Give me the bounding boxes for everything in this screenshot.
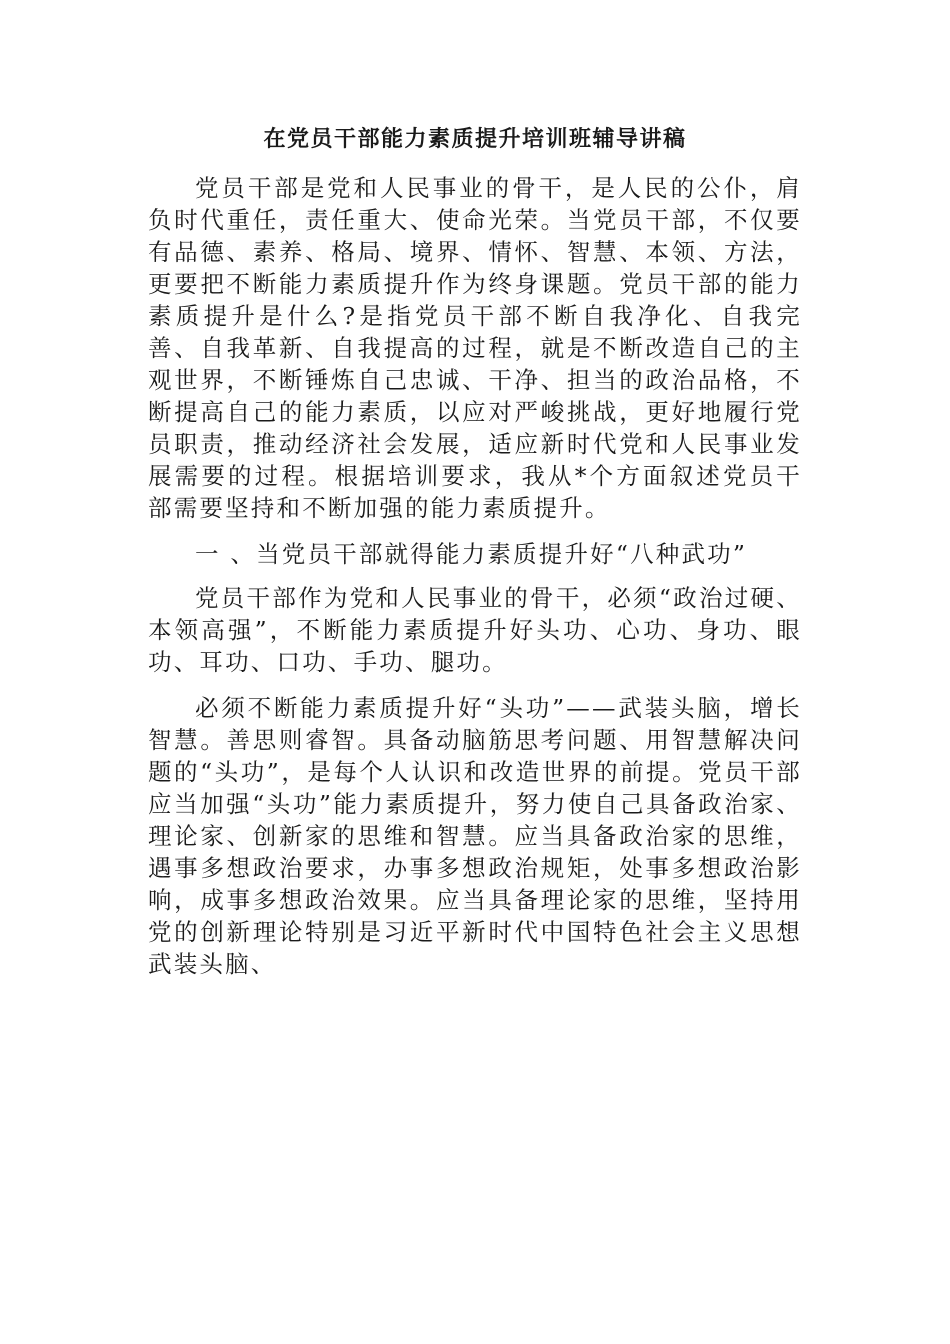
document-title: 在党员干部能力素质提升培训班辅导讲稿 bbox=[263, 127, 687, 152]
document-page bbox=[148, 118, 802, 980]
paragraph-intro: 党员干部是党和人民事业的骨干，是人民的公仆，肩负时代重任，责任重大、使命光荣。当党员干部，不仅要有品德、素养、格局、境界、情怀、智慧、本领、方法，更要把不断能力素质提升作为终身课题。党员干部的能力素质提升是什么?是指党员干部不断自我净化、自我完善、自我革新、自我提高的过程，就是不断改造自己的主观世界，不断锤炼自己忠诚、干净、担当的政治品格，不断提高自己的能力素质，以应对严峻挑战，更好地履行党员职责，推动经济社会发展，适应新时代党和人民事业发展需要的过程。根据培训要求，我从*个方面叙述党员干部需要坚持和不断加强的能力素质提升。 bbox=[148, 174, 802, 522]
paragraph-section-1-2: 必须不断能力素质提升好“头功”——武装头脑，增长智慧。善思则睿智。具备动脑筋思考问题、用智慧解决问题的“头功”，是每个人认识和改造世界的前提。党员干部应当加强“头功”能力素质提升，努力使自己具备政治家、理论家、创新家的思维和智慧。应当具备政治家的思维，遇事多想政治要求，办事多想政治规矩，处事多想政治影响，成事多想政治效果。应当具备理论家的思维，坚持用党的创新理论特别是习近平新时代中国特色社会主义思想武装头脑、 bbox=[148, 694, 802, 978]
section-heading: 一 、当党员干部就得能力素质提升好“八种武功” bbox=[195, 540, 748, 568]
paragraph-section-1-1: 党员干部作为党和人民事业的骨干，必须“政治过硬、本领高强”，不断能力素质提升好头功、心功、身功、眼功、耳功、口功、手功、腿功。 bbox=[148, 584, 802, 676]
